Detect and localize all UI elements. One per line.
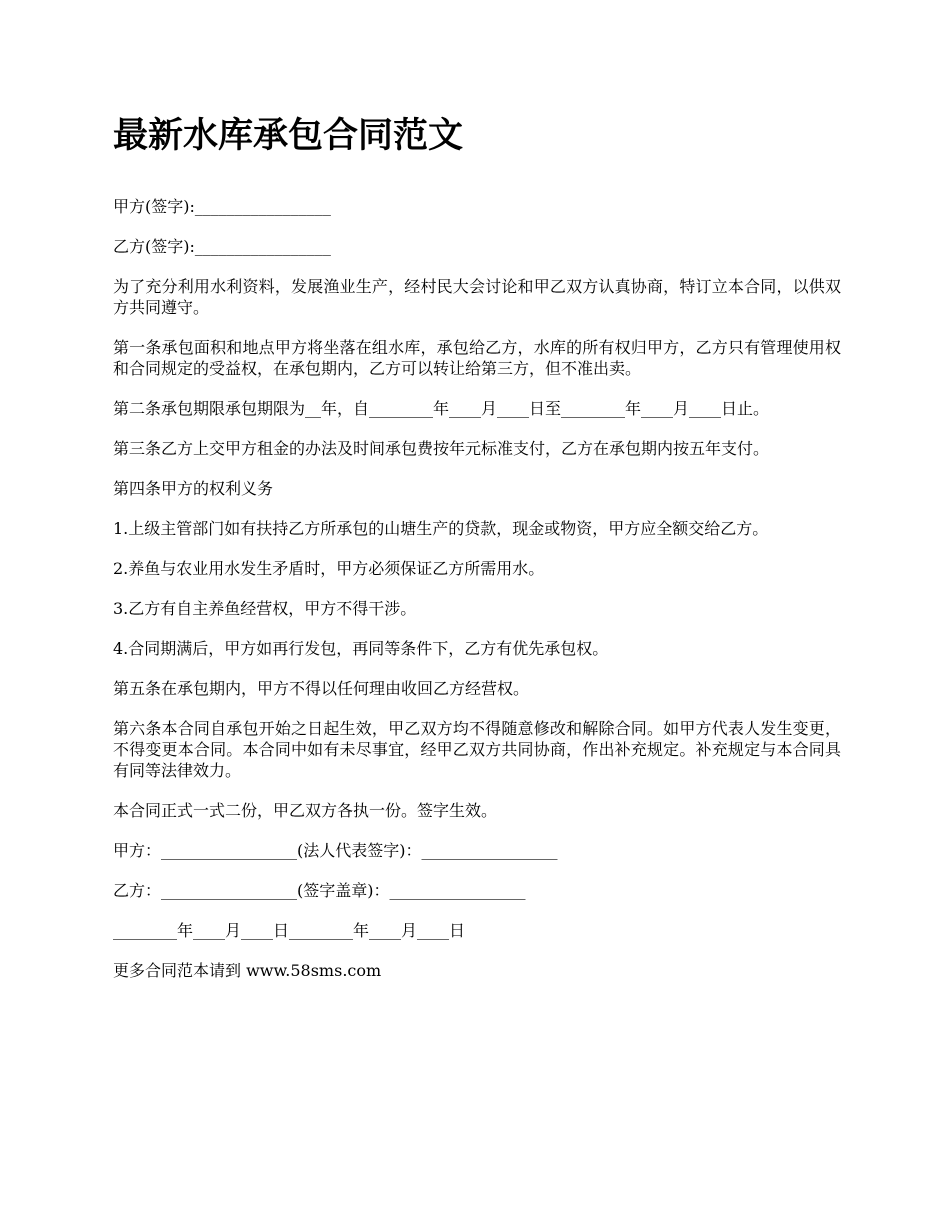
article-4-item-4: 4.合同期满后，甲方如再行发包，再同等条件下，乙方有优先承包权。 (113, 639, 609, 658)
copies-clause: 本合同正式一式二份，甲乙双方各执一份。签字生效。 (113, 801, 498, 820)
document-page (113, 112, 841, 1000)
party-a-signature-line: 甲方(签字):_________________ (113, 197, 331, 216)
article-6: 第六条本合同自承包开始之日起生效，甲乙双方均不得随意修改和解除合同。如甲方代表人发生变更，不得变更本合同。本合同中如有未尽事宜，经甲乙双方共同协商，作出补充规定。补充规定与本合同具有同等法律效力。 (113, 719, 841, 780)
article-4-item-3: 3.乙方有自主养鱼经营权，甲方不得干涉。 (113, 599, 417, 618)
article-1: 第一条承包面积和地点甲方将坐落在组水库，承包给乙方，水库的所有权归甲方，乙方只有管理使用权和合同规定的受益权，在承包期内，乙方可以转让给第三方，但不准出卖。 (113, 338, 841, 378)
contract-preamble: 为了充分利用水利资料，发展渔业生产，经村民大会讨论和甲乙双方认真协商，特订立本合同，以供双方共同遵守。 (113, 277, 841, 317)
document-title: 最新水库承包合同范文 (113, 116, 464, 156)
more-templates-note: 更多合同范本请到 www.58sms.com (113, 961, 382, 980)
party-b-signature-line: 乙方(签字):_________________ (113, 237, 331, 256)
article-4-item-2: 2.养鱼与农业用水发生矛盾时，甲方必须保证乙方所需用水。 (113, 559, 545, 578)
article-2: 第二条承包期限承包期限为__年，自________年____月____日至________年____月____日止。 (113, 399, 770, 418)
signature-dates: ________年____月____日________年____月____日 (113, 921, 466, 940)
party-a-final-signature: 甲方：_________________(法人代表签字)：_________________ (113, 841, 558, 860)
article-3: 第三条乙方上交甲方租金的办法及时间承包费按年元标准支付，乙方在承包期内按五年支付。 (113, 439, 770, 458)
article-5: 第五条在承包期内，甲方不得以任何理由收回乙方经营权。 (113, 679, 530, 698)
party-b-final-signature: 乙方：_________________(签字盖章)：_________________ (113, 881, 526, 900)
article-4-heading: 第四条甲方的权利义务 (113, 479, 274, 498)
article-4-item-1: 1.上级主管部门如有扶持乙方所承包的山塘生产的贷款，现金或物资，甲方应全额交给乙方。 (113, 519, 769, 538)
